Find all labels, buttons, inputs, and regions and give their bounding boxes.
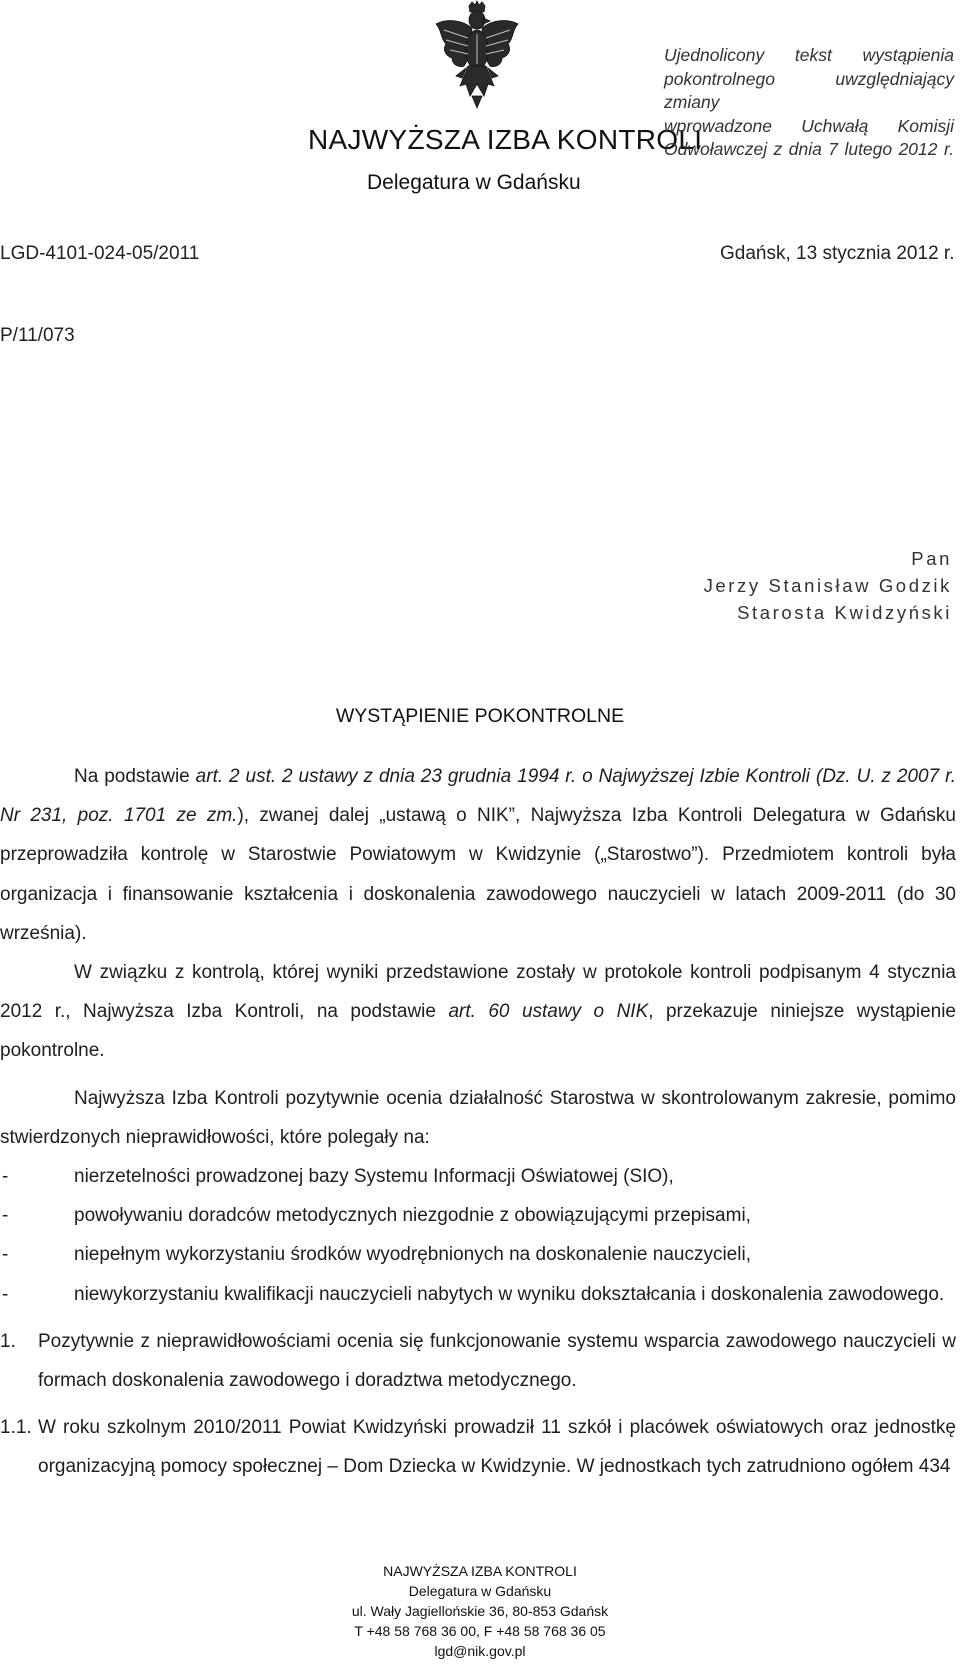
section-1 bbox=[0, 1322, 956, 1400]
paragraph-transmission: W związku z kontrolą, której wyniki przedstawione zostały w protokole kontroli podpisanym 4 stycznia 2012 r., Najwyższa Izba Kontroli, na podstawie art. 60 ustawy o NIK, przekazuje niniejsze wystąpienie pokontrolne. bbox=[0, 962, 957, 1062]
section-text: W roku szkolnym 2010/2011 Powiat Kwidzyński prowadził 11 szkół i placówek oświatowych oraz jednostkę organizacyjną pomocy społecznej – Dom Dziecka w Kwidzynie. W jednostkach tych zatrudniono ogółem 434 bbox=[38, 1417, 956, 1478]
header-delegation: Delegatura w Gdańsku bbox=[367, 171, 581, 194]
document-body bbox=[0, 757, 956, 1487]
footer-contact bbox=[0, 1561, 960, 1661]
bullet-dash: - bbox=[2, 1283, 9, 1305]
reference-number: LGD-4101-024-05/2011 bbox=[0, 243, 200, 264]
bullet-dash: - bbox=[2, 1244, 9, 1266]
document-title: WYSTĄPIENIE POKONTROLNE bbox=[335, 705, 625, 727]
bullet-dash: - bbox=[2, 1166, 9, 1188]
consolidated-text-note bbox=[664, 44, 954, 162]
section-1-1 bbox=[0, 1408, 956, 1486]
note-line: pokontrolnego uwzględniający zmiany bbox=[664, 68, 954, 112]
control-number: P/11/073 bbox=[0, 325, 75, 346]
addressee-block bbox=[704, 545, 952, 626]
list-item bbox=[0, 1235, 956, 1274]
note-line: Odwoławczej z dnia 7 lutego 2012 r. bbox=[664, 139, 954, 159]
note-line: Ujednolicony tekst wystąpienia bbox=[664, 45, 954, 65]
section-number: 1. bbox=[0, 1330, 16, 1352]
document-date: Gdańsk, 13 stycznia 2012 r. bbox=[720, 243, 955, 264]
header-organization: NAJWYŻSZA IZBA KONTROLI bbox=[308, 124, 703, 155]
bullet-dash: - bbox=[2, 1205, 9, 1227]
paragraph-legal-basis: Na podstawie art. 2 ust. 2 ustawy z dnia 23 grudnia 1994 r. o Najwyższej Izbie Kontroli (Dz. U. z 2007 r. Nr 231, poz. 1701 ze zm.), zwanej dalej „ustawą o NIK”, Najwyższa Izba Kontroli Delegatura w Gdańsku przeprowadziła kontrolę w Starostwie Powiatowym w Kwidzynie („Starostwo”). Przedmiotem kontroli była organizacja i finansowanie kształcenia i doskonalenia zawodowego nauczycieli w latach 2009-2011 (do 30 września). bbox=[0, 766, 957, 944]
addressee-name: Jerzy Stanisław Godzik bbox=[703, 575, 952, 596]
footer-delegation: Delegatura w Gdańsku bbox=[408, 1583, 552, 1599]
list-item bbox=[0, 1275, 956, 1314]
list-item-text: niepełnym wykorzystaniu środków wyodrębnionych na doskonalenie nauczycieli, bbox=[74, 1244, 751, 1266]
article-citation: art. 60 ustawy o NIK bbox=[448, 1001, 649, 1023]
footer-organization: NAJWYŻSZA IZBA KONTROLI bbox=[383, 1563, 577, 1579]
footer-email: lgd@nik.gov.pl bbox=[434, 1643, 526, 1659]
list-item-text: powoływaniu doradców metodycznych niezgodnie z obowiązującymi przepisami, bbox=[74, 1205, 751, 1227]
addressee-salutation: Pan bbox=[911, 548, 952, 569]
list-item bbox=[0, 1157, 956, 1196]
footer-address: ul. Wały Jagiellońskie 36, 80-853 Gdańsk bbox=[351, 1603, 609, 1619]
paragraph-assessment: Najwyższa Izba Kontroli pozytywnie ocenia działalność Starostwa w skontrolowanym zakresie, pomimo stwierdzonych nieprawidłowości, które polegały na: bbox=[0, 1087, 956, 1148]
law-citation: art. 2 ust. 2 ustawy z dnia 23 grudnia 1994 r. o Najwyższej Izbie Kontroli (Dz. U. z 2007 r. Nr 231, poz. 1701 ze zm. bbox=[0, 766, 957, 827]
eagle-emblem-icon bbox=[432, 0, 522, 112]
addressee-role: Starosta Kwidzyński bbox=[737, 602, 952, 623]
list-item bbox=[0, 1196, 956, 1235]
section-text: Pozytywnie z nieprawidłowościami ocenia się funkcjonowanie systemu wsparcia zawodowego nauczycieli w formach doskonalenia zawodowego i doradztwa metodycznego. bbox=[38, 1330, 956, 1392]
note-line: wprowadzone Uchwałą Komisji bbox=[664, 115, 954, 136]
list-item-text: niewykorzystaniu kwalifikacji nauczycieli nabytych w wyniku dokształcania i doskonalenia zawodowego. bbox=[74, 1283, 945, 1305]
section-number: 1.1. bbox=[0, 1417, 32, 1439]
list-item-text: nierzetelności prowadzonej bazy Systemu Informacji Oświatowej (SIO), bbox=[74, 1166, 674, 1188]
footer-phone: T +48 58 768 36 00, F +48 58 768 36 05 bbox=[354, 1623, 606, 1639]
